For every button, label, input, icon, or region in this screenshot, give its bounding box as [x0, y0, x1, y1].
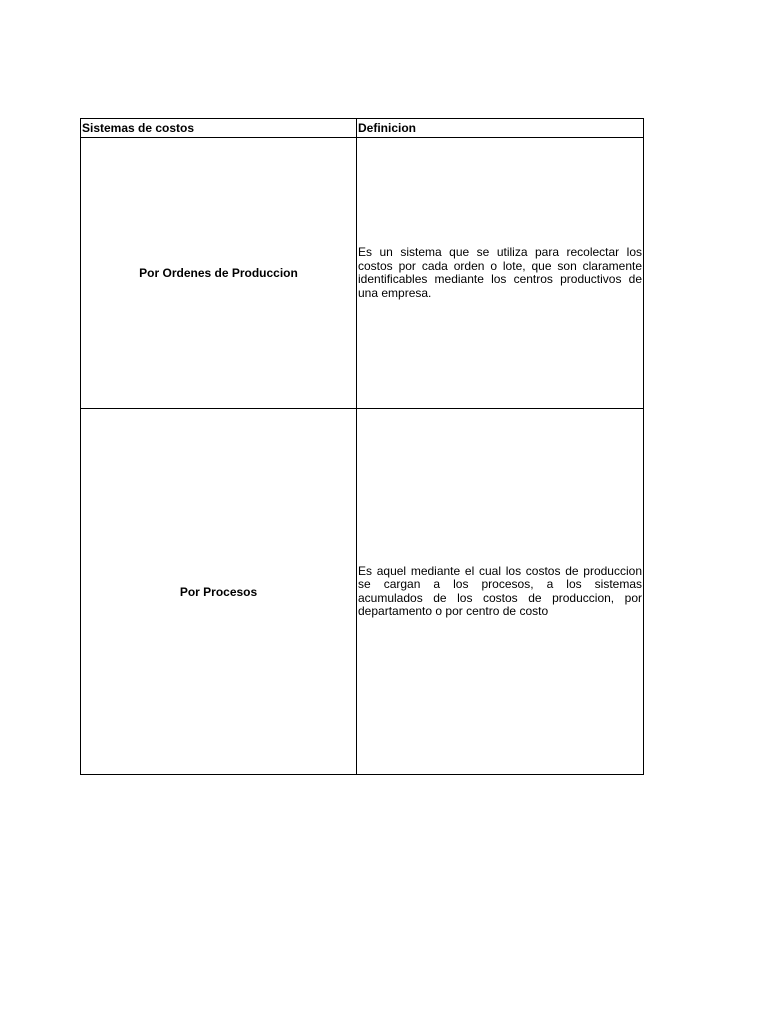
table-row	[81, 409, 644, 775]
system-name-cell: Por Ordenes de Produccion	[81, 138, 357, 409]
system-name-cell: Por Procesos	[81, 409, 357, 775]
header-system: Sistemas de costos	[81, 119, 357, 138]
table-row	[81, 138, 644, 409]
definition-cell: Es aquel mediante el cual los costos de produccion se cargan a los procesos, a los sistemas acumulados de los costos de produccion, por departamento o por centro de costo	[357, 409, 644, 775]
cost-systems-table	[80, 118, 644, 775]
definition-cell: Es un sistema que se utiliza para recolectar los costos por cada orden o lote, que son claramente identificables mediante los centros productivos de una empresa.	[357, 138, 644, 409]
header-definition: Definicion	[357, 119, 644, 138]
table-header-row	[81, 119, 644, 138]
